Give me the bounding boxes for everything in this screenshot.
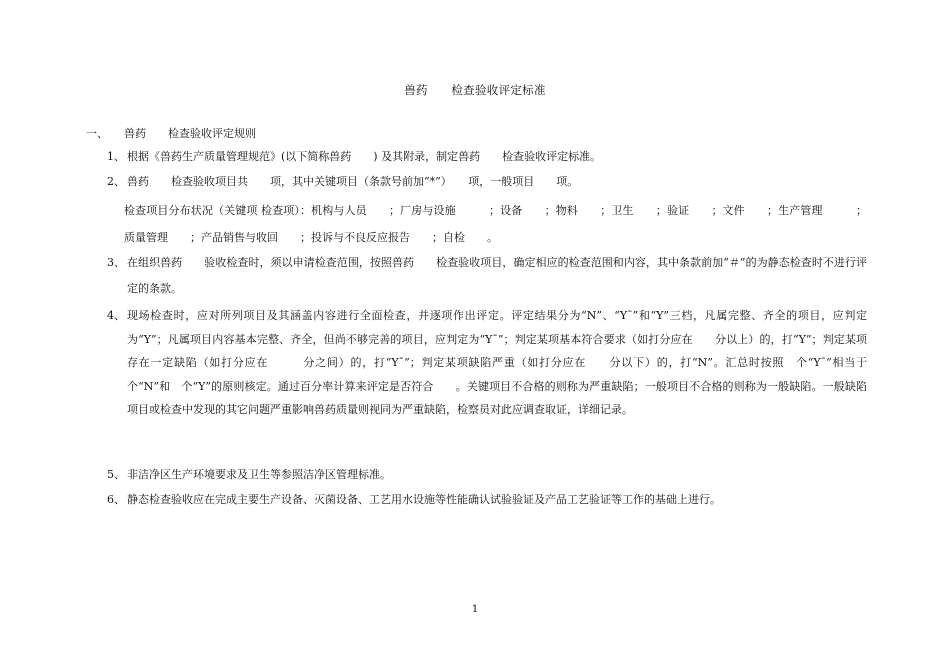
item-distribution-text: 检查项目分布状况（关键项 检查项）：机构与人员 ；厂房与设施 ；设备 ；物料 ；卫生 ；验证 ；文件 ；生产管理 ；质量管理 ；产品销售与收回 ；投诉与不良反应报告 ；自检 。 xyxy=(124,204,867,244)
document-title: 兽药 检查验收评定标准 xyxy=(404,83,546,97)
page-number: 1 xyxy=(471,604,479,615)
item-number: 5、 xyxy=(107,468,125,481)
list-item xyxy=(107,488,867,512)
item-number: 3、 xyxy=(107,256,125,269)
list-item xyxy=(107,250,867,302)
item-text: 兽药 检查验收项目共 项，其中关键项目（条款号前加“*”） 项，一般项目 项。 xyxy=(127,175,579,188)
item-text: 在组织兽药 验收检查时，须以申请检查范围，按照兽药 检查验收项目，确定相应的检查范围和内容，其中条款前加“＃”的为静态检查时不进行评定的条款。 xyxy=(127,256,867,295)
item-number: 1、 xyxy=(107,150,125,163)
section-heading xyxy=(86,125,256,141)
list-item xyxy=(107,463,867,487)
item-number: 4、 xyxy=(107,309,125,322)
item-text: 现场检查时，应对所列项目及其涵盖内容进行全面检查，并逐项作出评定。评定结果分为“N”、“Y¯”和“Y”三档，凡属完整、齐全的项目，应判定为“Y”；凡属项目内容基本完整、齐全，但尚不够完善的项目，应判定为“Y¯”；判定某项基本符合要求（如打分应在 分以上）的，打“Y”；判定某项存在一定缺陷（如打分应在 分之间）的，打“Y¯”；判定某项缺陷严重（如打分应在 分以下）的，打“N”。汇总时按照 个“Y¯”相当于 个“N”和 个“Y”的原则核定。通过百分率计算来评定是否符合 。关键项目不合格的则称为严重缺陷；一般项目不合格的则称为一般缺陷。一般缺陷项目或检查中发现的其它问题严重影响兽药质量则视同为严重缺陷，检察员对此应调查取证，详细记录。 xyxy=(127,309,878,417)
item-text: 静态检查验收应在完成主要生产设备、灭菌设备、工艺用水设施等性能确认试验验证及产品工艺验证等工作的基础上进行。 xyxy=(127,493,721,506)
list-item xyxy=(107,304,878,422)
list-item xyxy=(107,145,867,169)
item-text: 非洁净区生产环境要求及卫生等参照洁净区管理标准。 xyxy=(127,468,391,481)
section-title: 兽药 检查验收评定规则 xyxy=(124,127,256,140)
section-number: 一、 xyxy=(86,127,108,140)
item-number: 2、 xyxy=(107,175,125,188)
item-number: 6、 xyxy=(107,493,125,506)
item-text: 根据《兽药生产质量管理规范》(以下简称兽药 ) 及其附录，制定兽药 检查验收评定标准。 xyxy=(127,150,602,163)
list-item xyxy=(107,170,867,194)
